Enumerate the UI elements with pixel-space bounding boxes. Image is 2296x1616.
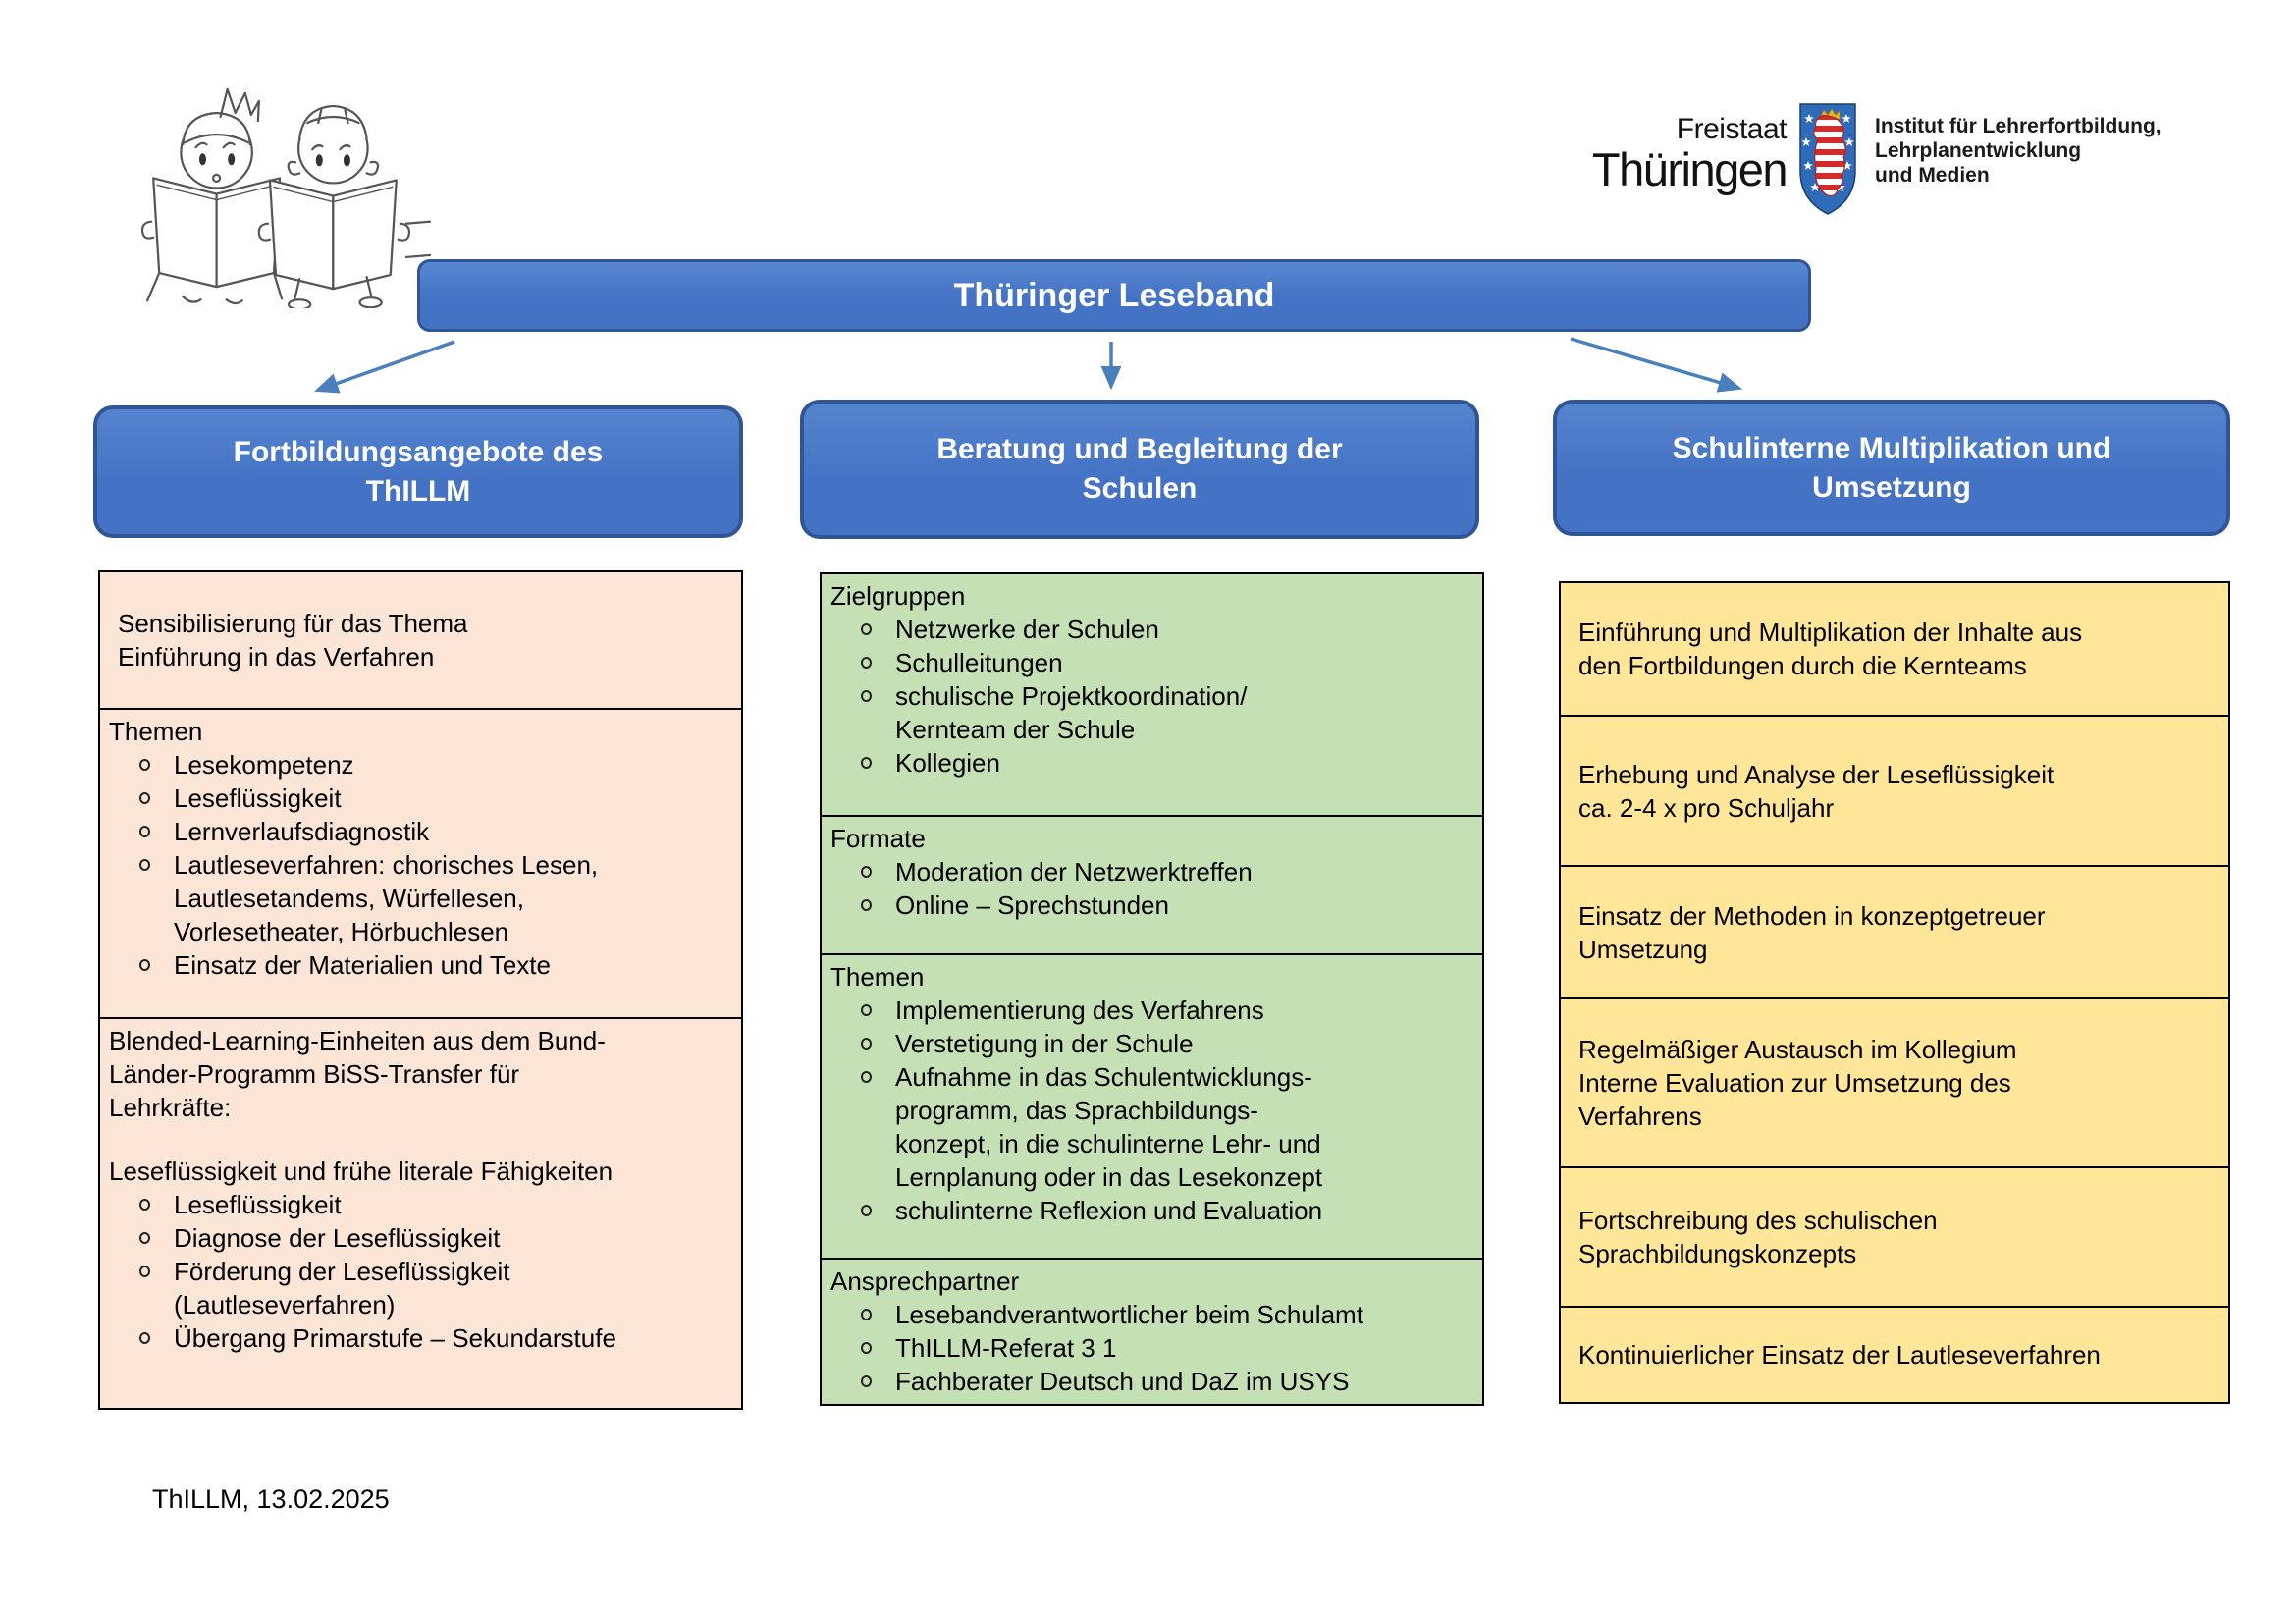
text-line: Themen [109,717,203,746]
text-line: Einsatz der Materialien und Texte [174,950,551,980]
institute-line: und Medien [1875,164,1990,187]
circle-bullet-icon [139,1266,150,1277]
text-line: Sprachbildungskonzepts [1578,1239,1857,1268]
circle-bullet-icon [861,757,872,769]
circle-bullet-icon [861,1071,872,1083]
text-line: (Lautleseverfahren) [174,1290,396,1320]
circle-bullet-icon [861,623,872,635]
text-line: Einführung in das Verfahren [118,642,435,672]
content-box [1559,1166,2230,1308]
text-paragraph [109,1024,729,1124]
text-line: Lernplanung oder in das Lesekonzept [895,1162,1323,1192]
circle-bullet-icon [139,859,150,871]
text-paragraph [1578,899,2211,966]
title-banner [417,259,1811,332]
text-paragraph [1578,616,2211,682]
circle-bullet-icon [139,826,150,837]
text-paragraph [1578,1033,2211,1133]
circle-bullet-icon [139,1199,150,1211]
content-box [820,1258,1484,1406]
text-line: Leseflüssigkeit [174,783,342,813]
text-paragraph [109,1155,729,1188]
content-box [1559,865,2230,999]
text-line: Förderung der Leseflüssigkeit [174,1257,510,1286]
bullet-item [830,613,1470,646]
text-paragraph [830,822,1470,855]
bullet-item [109,815,729,848]
bullet-item [830,1060,1470,1194]
page-title: Thüringer Leseband [953,276,1275,314]
circle-bullet-icon [861,899,872,911]
circle-bullet-icon [139,759,150,771]
text-paragraph [1578,1338,2211,1372]
bullet-item [830,1365,1470,1398]
text-line: Fachberater Deutsch und DaZ im USYS [895,1367,1350,1396]
text-paragraph [1578,758,2211,825]
text-line: schulinterne Reflexion und Evaluation [895,1196,1323,1225]
text-line: programm, das Sprachbildungs- [895,1096,1258,1125]
circle-bullet-icon [861,1205,872,1216]
text-paragraph [830,579,1470,613]
bullet-item [109,748,729,781]
text-line: Aufnahme in das Schulentwicklungs- [895,1062,1312,1092]
text-line: Lesebandverantwortlicher beim Schulamt [895,1300,1363,1329]
circle-bullet-icon [139,792,150,804]
column-header-beratung [800,400,1479,539]
text-line: Einsatz der Methoden in konzeptgetreuer [1578,900,2046,931]
text-line: Lesekompetenz [174,750,354,780]
circle-bullet-icon [861,1375,872,1387]
content-box [1559,581,2230,717]
text-line: ca. 2-4 x pro Schuljahr [1578,792,1835,823]
text-line: Moderation der Netzwerktreffen [895,857,1253,887]
circle-bullet-icon [861,657,872,669]
content-box [98,570,743,710]
content-box [820,815,1484,955]
text-line: Übergang Primarstufe – Sekundarstufe [174,1323,616,1353]
text-line: Lernverlaufsdiagnostik [174,817,430,846]
content-box [98,708,743,1019]
bullet-item [109,781,729,815]
header-line: Beratung und Begleitung der [936,433,1343,465]
text-line: Themen [830,962,925,992]
text-line: schulische Projektkoordination/ [895,681,1248,711]
content-box [1559,1306,2230,1404]
header-line: Umsetzung [1812,470,1971,504]
circle-bullet-icon [139,959,150,971]
text-line: Lehrkräfte: [109,1093,232,1122]
logo-freistaat-text: Freistaat [1676,113,1787,145]
bullet-item [830,889,1470,922]
institute-name [1875,114,2199,188]
content-box [1559,715,2230,867]
bullet-item [830,1331,1470,1365]
text-line: Ansprechpartner [830,1266,1020,1296]
logo-wordmark [1592,114,1787,194]
text-line: Schulleitungen [895,648,1063,677]
text-line: Verstetigung in der Schule [895,1029,1194,1058]
column-header-fortbildungsangebote [93,405,743,538]
text-line: Diagnose der Leseflüssigkeit [174,1223,501,1253]
text-paragraph [830,960,1470,994]
text-line: konzept, in die schulinterne Lehr- und [895,1129,1321,1158]
circle-bullet-icon [861,866,872,878]
text-line: Leseflüssigkeit [174,1190,342,1219]
arrow-to-right-column [1571,339,1737,388]
institute-line: Lehrplanentwicklung [1875,139,2082,162]
logo-state-text: Thüringen [1591,143,1787,195]
thueringen-logo [1590,94,2199,232]
text-line: Länder-Programm BiSS-Transfer für [109,1059,520,1089]
circle-bullet-icon [139,1232,150,1244]
text-line: Online – Sprechstunden [895,890,1169,920]
bullet-item [830,679,1470,746]
content-box [820,572,1484,817]
bullet-item [830,994,1470,1027]
header-line: Schulen [1082,472,1198,505]
circle-bullet-icon [861,690,872,702]
text-line: Netzwerke der Schulen [895,615,1159,644]
text-paragraph [109,715,729,748]
bullet-item [109,1321,729,1355]
column-beratung [820,572,1484,1406]
text-line: Implementierung des Verfahrens [895,996,1264,1025]
thueringen-coat-of-arms-icon [1798,102,1857,216]
text-line: Erhebung und Analyse der Leseflüssigkeit [1578,759,2055,789]
text-line: Umsetzung [1578,934,1708,964]
header-line: Fortbildungsangebote des [233,435,604,468]
arrow-to-left-column [319,342,454,390]
text-line: Leseflüssigkeit und frühe literale Fähigkeiten [109,1157,614,1186]
institute-line: Institut für Lehrerfortbildung, [1875,115,2162,137]
content-box [98,1017,743,1410]
column-fortbildungsangebote [98,570,743,1410]
text-paragraph [1578,1204,2211,1270]
column-multiplikation [1559,581,2230,1404]
content-box [1559,997,2230,1168]
text-line: Fortschreibung des schulischen [1578,1206,1938,1235]
circle-bullet-icon [861,1309,872,1320]
bullet-item [109,948,729,982]
text-line: Sensibilisierung für das Thema [118,609,468,638]
circle-bullet-icon [861,1342,872,1354]
text-line: Regelmäßiger Austausch im Kollegium [1578,1035,2017,1064]
circle-bullet-icon [861,1038,872,1050]
circle-bullet-icon [861,1004,872,1016]
column-header-multiplikation [1553,400,2230,536]
bullet-item [830,855,1470,889]
bullet-item [109,848,729,948]
text-line: Formate [830,824,926,853]
bullet-item [830,1027,1470,1060]
bullet-item [830,1298,1470,1331]
content-box [820,953,1484,1260]
header-line: Schulinterne Multiplikation und [1672,431,2111,464]
text-paragraph [118,607,723,673]
text-line: Lautleseverfahren: chorisches Lesen, [174,850,599,880]
children-reading-illustration [126,75,432,308]
bullet-item [830,746,1470,780]
header-line: ThILLM [365,474,471,508]
text-line: Kontinuierlicher Einsatz der Lautleseverfahren [1578,1340,2101,1370]
spacer [109,1124,729,1155]
text-line: Verfahrens [1578,1102,1702,1131]
text-line: Blended-Learning-Einheiten aus dem Bund- [109,1026,606,1055]
text-line: den Fortbildungen durch die Kernteams [1578,651,2027,680]
text-paragraph [830,1265,1470,1298]
text-line: Zielgruppen [830,581,966,611]
text-line: Kernteam der Schule [895,715,1136,744]
bullet-item [830,1194,1470,1227]
text-line: Einführung und Multiplikation der Inhalte aus [1578,618,2083,647]
circle-bullet-icon [139,1332,150,1344]
bullet-item [109,1188,729,1221]
text-line: Interne Evaluation zur Umsetzung des [1578,1068,2011,1098]
bullet-item [830,646,1470,679]
text-line: Kollegien [895,748,1000,778]
text-line: Lautlesetandems, Würfellesen, [174,884,524,913]
text-line: Vorlesetheater, Hörbuchlesen [174,917,509,946]
text-line: ThILLM-Referat 3 1 [895,1333,1117,1363]
bullet-item [109,1255,729,1321]
bullet-item [109,1221,729,1255]
footer-date: ThILLM, 13.02.2025 [152,1484,390,1514]
